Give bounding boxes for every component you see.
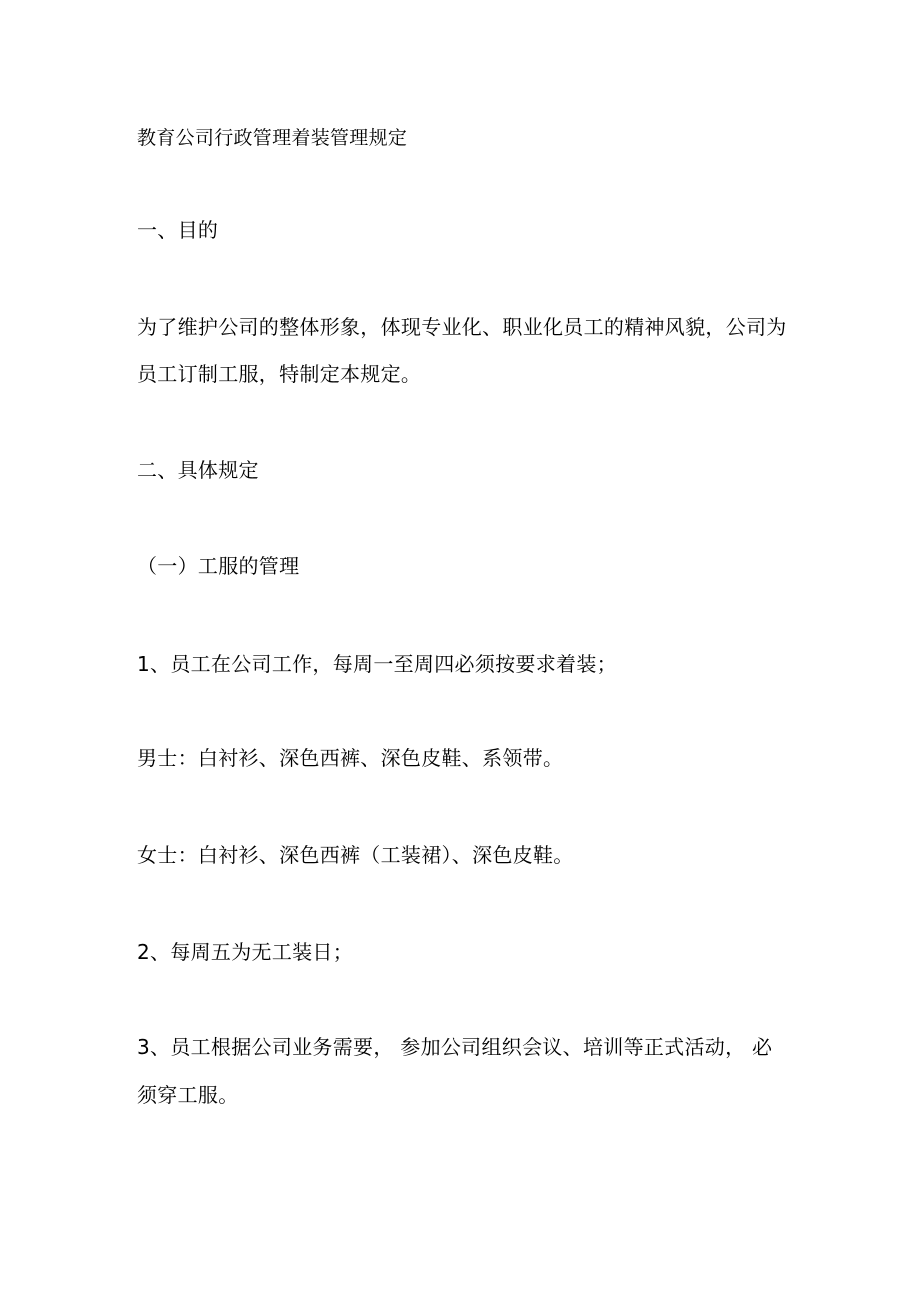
subsection-heading-uniform: （一）工服的管理 [137, 554, 300, 578]
list-item-detail: 女士：白衬衫、深色西裤（工装裙）、深色皮鞋。 [137, 843, 574, 867]
paragraph-line: 为了维护公司的整体形象，体现专业化、职业化员工的精神风貌，公司为 [137, 315, 787, 339]
list-item-detail: 男士：白衬衫、深色西裤、深色皮鞋、系领带。 [137, 746, 564, 770]
list-item: 2、每周五为无工装日； [137, 940, 354, 964]
paragraph-line: 员工订制工服，特制定本规定。 [137, 362, 422, 386]
list-item-continuation: 须穿工服。 [137, 1083, 239, 1107]
list-item: 3、员工根据公司业务需要， 参加公司组织会议、培训等正式活动， 必 [137, 1035, 773, 1059]
section-heading-rules: 二、具体规定 [137, 458, 259, 482]
section-heading-purpose: 一、目的 [137, 218, 219, 242]
list-item: 1、员工在公司工作，每周一至周四必须按要求着装； [137, 652, 617, 676]
document-title: 教育公司行政管理着装管理规定 [137, 127, 408, 149]
